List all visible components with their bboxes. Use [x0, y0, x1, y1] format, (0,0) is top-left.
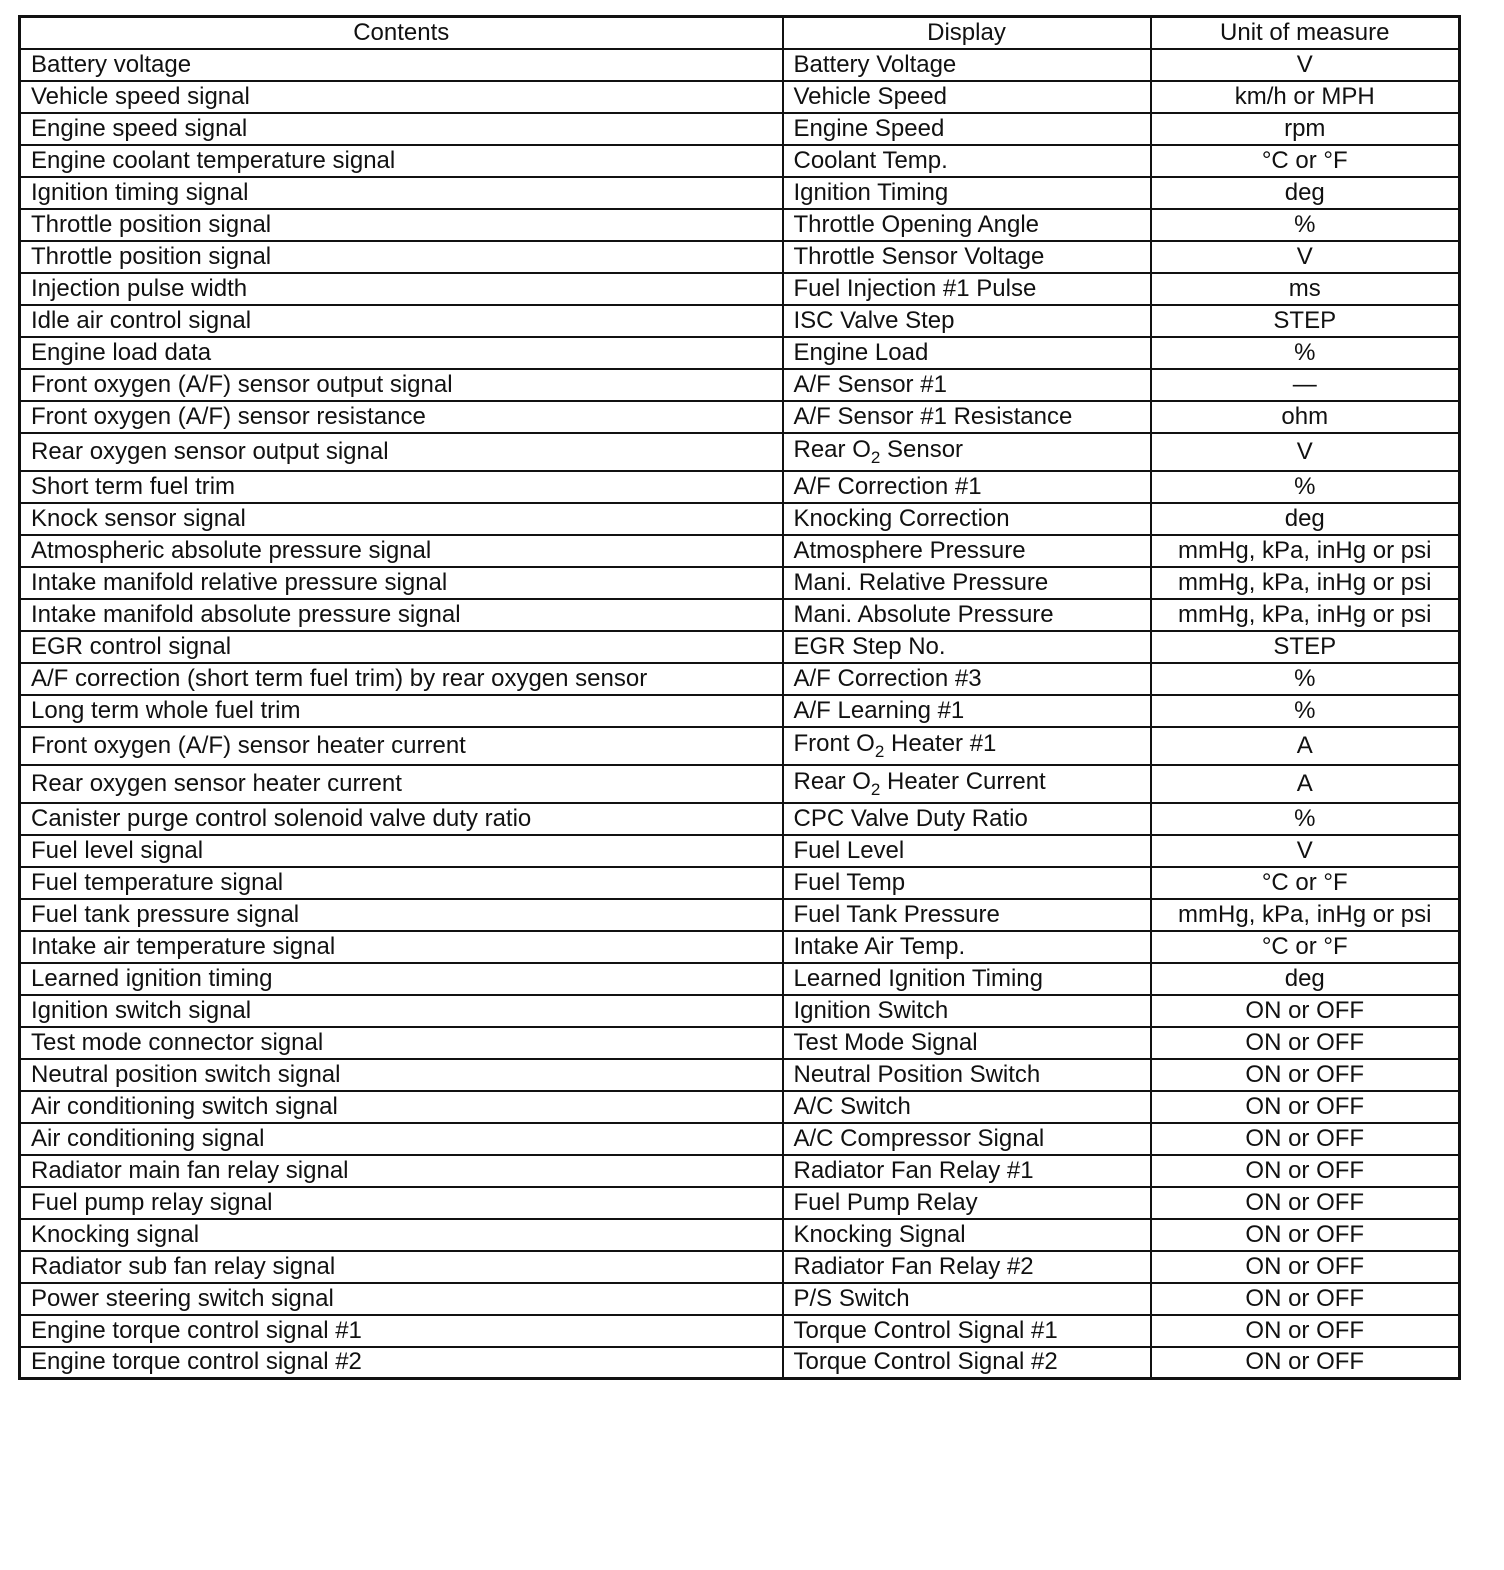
display-text-pre: Rear O: [793, 767, 871, 795]
cell-contents: Rear oxygen sensor heater current: [20, 765, 783, 803]
cell-display: EGR Step No.: [783, 631, 1151, 663]
cell-unit: A: [1151, 765, 1460, 803]
cell-display: A/F Sensor #1 Resistance: [783, 401, 1151, 433]
cell-unit: V: [1151, 835, 1460, 867]
cell-contents: Air conditioning switch signal: [20, 1091, 783, 1123]
cell-display: A/F Sensor #1: [783, 369, 1151, 401]
cell-display: P/S Switch: [783, 1283, 1151, 1315]
table-row: [20, 599, 1460, 631]
cell-unit: deg: [1151, 503, 1460, 535]
cell-display: Fuel Injection #1 Pulse: [783, 273, 1151, 305]
cell-unit: %: [1151, 337, 1460, 369]
cell-display: Learned Ignition Timing: [783, 963, 1151, 995]
cell-contents: A/F correction (short term fuel trim) by rear oxygen sensor: [20, 663, 783, 695]
cell-contents: Throttle position signal: [20, 209, 783, 241]
cell-display: Intake Air Temp.: [783, 931, 1151, 963]
table-row: [20, 567, 1460, 599]
table-row: [20, 145, 1460, 177]
cell-display: Neutral Position Switch: [783, 1059, 1151, 1091]
table-row: [20, 963, 1460, 995]
cell-unit: %: [1151, 803, 1460, 835]
cell-display: Fuel Temp: [783, 867, 1151, 899]
table-row: [20, 1027, 1460, 1059]
cell-display: Engine Load: [783, 337, 1151, 369]
cell-display: A/F Correction #1: [783, 471, 1151, 503]
cell-display: [783, 433, 1151, 471]
table-row: [20, 899, 1460, 931]
cell-contents: Ignition switch signal: [20, 995, 783, 1027]
table-row: [20, 1091, 1460, 1123]
table-row: [20, 503, 1460, 535]
cell-contents: Fuel tank pressure signal: [20, 899, 783, 931]
cell-contents: Engine torque control signal #1: [20, 1315, 783, 1347]
cell-display: [783, 765, 1151, 803]
table-row: [20, 1059, 1460, 1091]
cell-contents: Intake air temperature signal: [20, 931, 783, 963]
cell-display: Fuel Level: [783, 835, 1151, 867]
cell-contents: Learned ignition timing: [20, 963, 783, 995]
cell-contents: Engine torque control signal #2: [20, 1347, 783, 1379]
cell-display: A/C Switch: [783, 1091, 1151, 1123]
cell-unit: ON or OFF: [1151, 1283, 1460, 1315]
cell-unit: V: [1151, 433, 1460, 471]
table-row: [20, 931, 1460, 963]
cell-contents: Battery voltage: [20, 49, 783, 81]
cell-contents: Short term fuel trim: [20, 471, 783, 503]
cell-unit: %: [1151, 209, 1460, 241]
data-table: [18, 15, 1461, 1380]
display-text-post: Heater #1: [884, 729, 997, 757]
cell-display: Throttle Opening Angle: [783, 209, 1151, 241]
table-row: [20, 663, 1460, 695]
cell-contents: Fuel level signal: [20, 835, 783, 867]
table-row: [20, 631, 1460, 663]
cell-unit: V: [1151, 49, 1460, 81]
cell-display: Torque Control Signal #1: [783, 1315, 1151, 1347]
cell-unit: ms: [1151, 273, 1460, 305]
cell-unit: ON or OFF: [1151, 1187, 1460, 1219]
cell-contents: Ignition timing signal: [20, 177, 783, 209]
header-unit: Unit of measure: [1151, 17, 1460, 49]
cell-unit: ON or OFF: [1151, 1251, 1460, 1283]
cell-contents: Atmospheric absolute pressure signal: [20, 535, 783, 567]
cell-unit: °C or °F: [1151, 931, 1460, 963]
table-row: [20, 995, 1460, 1027]
table-row: [20, 1251, 1460, 1283]
table-row: [20, 803, 1460, 835]
cell-unit: ohm: [1151, 401, 1460, 433]
cell-display: Engine Speed: [783, 113, 1151, 145]
cell-contents: Idle air control signal: [20, 305, 783, 337]
cell-contents: Vehicle speed signal: [20, 81, 783, 113]
cell-unit: %: [1151, 663, 1460, 695]
cell-display: Test Mode Signal: [783, 1027, 1151, 1059]
cell-unit: mmHg, kPa, inHg or psi: [1151, 599, 1460, 631]
table-row: [20, 471, 1460, 503]
display-subscript: 2: [870, 447, 881, 467]
cell-unit: —: [1151, 369, 1460, 401]
cell-unit: mmHg, kPa, inHg or psi: [1151, 567, 1460, 599]
cell-contents: Rear oxygen sensor output signal: [20, 433, 783, 471]
cell-contents: Throttle position signal: [20, 241, 783, 273]
cell-contents: Radiator main fan relay signal: [20, 1155, 783, 1187]
table-row: [20, 273, 1460, 305]
cell-unit: %: [1151, 471, 1460, 503]
cell-unit: deg: [1151, 177, 1460, 209]
cell-unit: mmHg, kPa, inHg or psi: [1151, 535, 1460, 567]
table-row: [20, 727, 1460, 765]
cell-contents: Air conditioning signal: [20, 1123, 783, 1155]
cell-display: Torque Control Signal #2: [783, 1347, 1151, 1379]
cell-display: Throttle Sensor Voltage: [783, 241, 1151, 273]
display-text-post: Sensor: [880, 435, 964, 463]
cell-unit: °C or °F: [1151, 867, 1460, 899]
table-row: [20, 695, 1460, 727]
cell-display: [783, 727, 1151, 765]
header-contents: Contents: [20, 17, 783, 49]
cell-display: Fuel Tank Pressure: [783, 899, 1151, 931]
table-body: [20, 49, 1460, 1379]
cell-display: Coolant Temp.: [783, 145, 1151, 177]
cell-contents: Engine load data: [20, 337, 783, 369]
table-row: [20, 1219, 1460, 1251]
cell-unit: ON or OFF: [1151, 995, 1460, 1027]
cell-display: Radiator Fan Relay #2: [783, 1251, 1151, 1283]
cell-display: Fuel Pump Relay: [783, 1187, 1151, 1219]
table-row: [20, 401, 1460, 433]
cell-contents: Engine coolant temperature signal: [20, 145, 783, 177]
cell-unit: mmHg, kPa, inHg or psi: [1151, 899, 1460, 931]
cell-contents: Test mode connector signal: [20, 1027, 783, 1059]
cell-unit: V: [1151, 241, 1460, 273]
cell-contents: Intake manifold absolute pressure signal: [20, 599, 783, 631]
table-row: [20, 1123, 1460, 1155]
table-row: [20, 1155, 1460, 1187]
table-row: [20, 81, 1460, 113]
cell-contents: Injection pulse width: [20, 273, 783, 305]
table-row: [20, 765, 1460, 803]
cell-display: ISC Valve Step: [783, 305, 1151, 337]
display-subscript: 2: [874, 741, 885, 761]
cell-unit: ON or OFF: [1151, 1123, 1460, 1155]
cell-unit: A: [1151, 727, 1460, 765]
cell-contents: Intake manifold relative pressure signal: [20, 567, 783, 599]
table-row: [20, 369, 1460, 401]
cell-unit: ON or OFF: [1151, 1059, 1460, 1091]
cell-display: Atmosphere Pressure: [783, 535, 1151, 567]
cell-display: Ignition Timing: [783, 177, 1151, 209]
cell-contents: Fuel temperature signal: [20, 867, 783, 899]
display-text-pre: Front O: [793, 729, 875, 757]
cell-display: Ignition Switch: [783, 995, 1151, 1027]
cell-unit: ON or OFF: [1151, 1155, 1460, 1187]
cell-contents: Fuel pump relay signal: [20, 1187, 783, 1219]
cell-display: Vehicle Speed: [783, 81, 1151, 113]
cell-display: Mani. Relative Pressure: [783, 567, 1151, 599]
table-row: [20, 835, 1460, 867]
cell-display: A/F Correction #3: [783, 663, 1151, 695]
cell-unit: ON or OFF: [1151, 1219, 1460, 1251]
cell-contents: Radiator sub fan relay signal: [20, 1251, 783, 1283]
cell-unit: deg: [1151, 963, 1460, 995]
cell-contents: Front oxygen (A/F) sensor heater current: [20, 727, 783, 765]
table-row: [20, 1187, 1460, 1219]
cell-unit: STEP: [1151, 305, 1460, 337]
cell-unit: ON or OFF: [1151, 1315, 1460, 1347]
display-text-pre: Rear O: [793, 435, 871, 463]
cell-unit: rpm: [1151, 113, 1460, 145]
table-row: [20, 177, 1460, 209]
table-row: [20, 113, 1460, 145]
table-row: [20, 867, 1460, 899]
cell-contents: Power steering switch signal: [20, 1283, 783, 1315]
cell-unit: %: [1151, 695, 1460, 727]
table-row: [20, 241, 1460, 273]
cell-contents: Long term whole fuel trim: [20, 695, 783, 727]
display-subscript: 2: [870, 779, 881, 799]
cell-display: Radiator Fan Relay #1: [783, 1155, 1151, 1187]
cell-unit: STEP: [1151, 631, 1460, 663]
table-row: [20, 305, 1460, 337]
cell-contents: EGR control signal: [20, 631, 783, 663]
cell-unit: ON or OFF: [1151, 1091, 1460, 1123]
display-text-post: Heater Current: [880, 767, 1046, 795]
table-row: [20, 209, 1460, 241]
cell-display: Battery Voltage: [783, 49, 1151, 81]
cell-contents: Neutral position switch signal: [20, 1059, 783, 1091]
table-row: [20, 1315, 1460, 1347]
table-row: [20, 49, 1460, 81]
cell-contents: Knocking signal: [20, 1219, 783, 1251]
header-row: [20, 17, 1460, 49]
table-row: [20, 1283, 1460, 1315]
table-row: [20, 337, 1460, 369]
cell-display: A/C Compressor Signal: [783, 1123, 1151, 1155]
header-display: Display: [783, 17, 1151, 49]
cell-contents: Knock sensor signal: [20, 503, 783, 535]
cell-unit: °C or °F: [1151, 145, 1460, 177]
cell-display: CPC Valve Duty Ratio: [783, 803, 1151, 835]
cell-contents: Front oxygen (A/F) sensor resistance: [20, 401, 783, 433]
cell-contents: Canister purge control solenoid valve duty ratio: [20, 803, 783, 835]
cell-display: Knocking Signal: [783, 1219, 1151, 1251]
cell-contents: Engine speed signal: [20, 113, 783, 145]
cell-unit: ON or OFF: [1151, 1347, 1460, 1379]
cell-unit: ON or OFF: [1151, 1027, 1460, 1059]
table-row: [20, 1347, 1460, 1379]
table-row: [20, 535, 1460, 567]
cell-display: A/F Learning #1: [783, 695, 1151, 727]
cell-display: Knocking Correction: [783, 503, 1151, 535]
cell-contents: Front oxygen (A/F) sensor output signal: [20, 369, 783, 401]
table-row: [20, 433, 1460, 471]
cell-display: Mani. Absolute Pressure: [783, 599, 1151, 631]
cell-unit: km/h or MPH: [1151, 81, 1460, 113]
